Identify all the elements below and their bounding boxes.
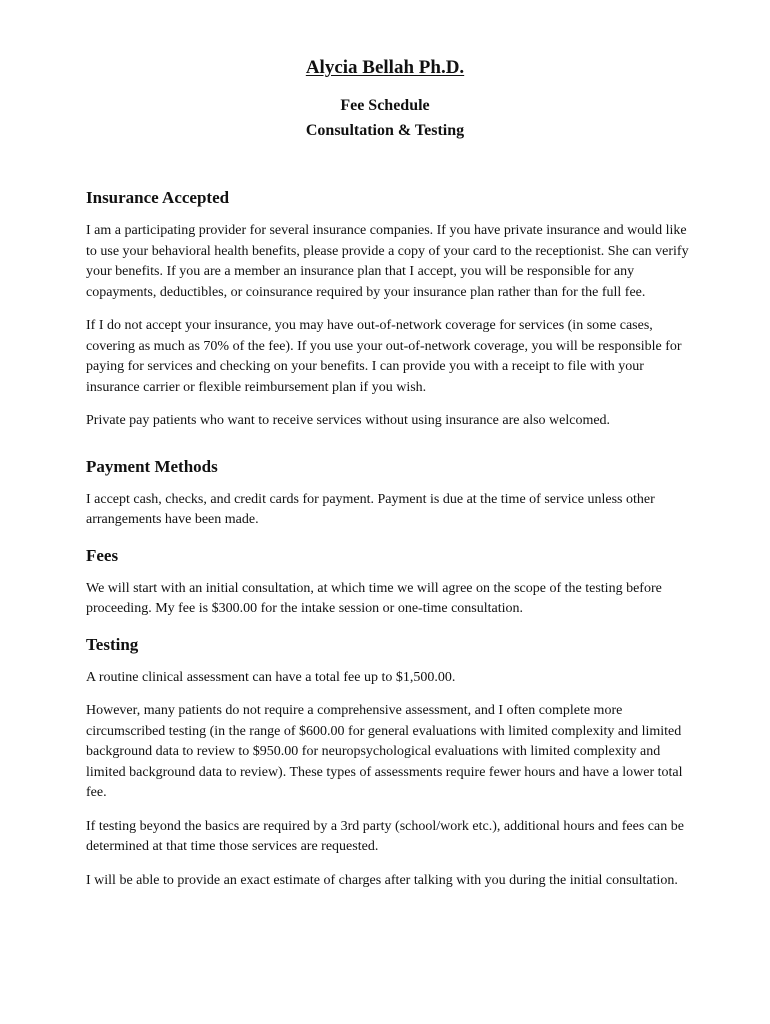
insurance-paragraph-1: I am a participating provider for several insurance companies. If you have private insurance and would like to use your behavioral health benefits, please provide a copy of your card to the receptionist. She can verify your benefits. If you are a member an insurance plan that I accept, you will be responsible for any copayments, deductibles, or coinsurance required by your insurance plan rather than for the full fee.	[86, 223, 689, 300]
fees-paragraph: We will start with an initial consultation, at which time we will agree on the scope of the testing before proceeding. My fee is $300.00 for the intake session or one-time consultation.	[86, 580, 662, 616]
testing-paragraph-2: However, many patients do not require a comprehensive assessment, and I often complete more circumscribed testing (in the range of $600.00 for general evaluations with limited complexity and limited background data to review to $950.00 for neuropsychological evaluations with limited complexity and limited background data to review). These types of assessments require fewer hours and have a lower total fee.	[86, 703, 683, 800]
document-title: Alycia Bellah Ph.D.	[305, 57, 465, 78]
insurance-paragraph-3: Private pay patients who want to receive services without using insurance are also welcomed.	[86, 413, 611, 428]
payment-methods-heading: Payment Methods	[86, 456, 218, 476]
testing-paragraph-1: A routine clinical assessment can have a total fee up to $1,500.00.	[86, 669, 456, 685]
document-subtitle-fee-schedule: Fee Schedule	[340, 97, 430, 114]
insurance-paragraph-2: If I do not accept your insurance, you may have out-of-network coverage for services (in some cases, covering as much as 70% of the fee). If you use your out-of-network coverage, you will be responsible for paying for services and checking on your benefits. I can provide you with a receipt to file with your insurance carrier or flexible reimbursement plan if you wish.	[86, 318, 682, 395]
insurance-heading: Insurance Accepted	[86, 188, 230, 207]
testing-paragraph-4: I will be able to provide an exact estimate of charges after talking with you during the initial consultation.	[86, 872, 678, 888]
testing-paragraph-3: If testing beyond the basics are required by a 3rd party (school/work etc.), additional hours and fees can be determined at that time those services are requested.	[86, 818, 684, 854]
document-body	[86, 186, 698, 904]
fees-heading: Fees	[86, 545, 119, 565]
document-subtitle-consultation-testing: Consultation & Testing	[305, 122, 465, 139]
payment-methods-paragraph: I accept cash, checks, and credit cards for payment. Payment is due at the time of service unless other arrangements have been made.	[86, 491, 655, 527]
testing-heading: Testing	[86, 634, 139, 654]
